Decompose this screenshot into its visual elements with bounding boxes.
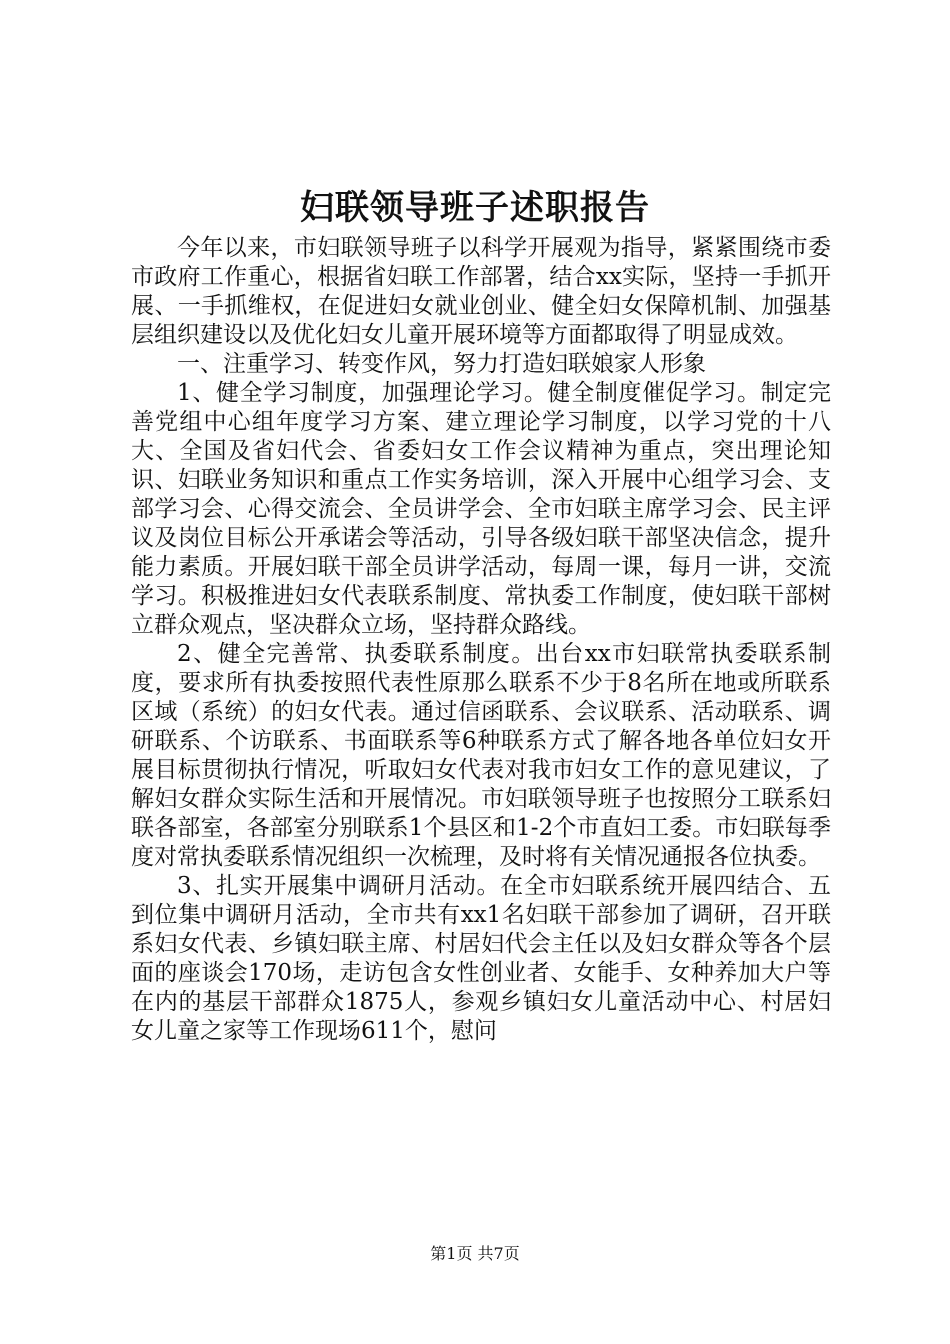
paragraph-study-system: 1、健全学习制度，加强理论学习。健全制度催促学习。制定完善党组中心组年度学习方案、建立理论学习制度，以学习党的十八大、全国及省妇代会、省委妇女工作会议精神为重点，突出理论知识、妇联业务知识和重点工作实务培训，深入开展中心组学习会、支部学习会、心得交流会、全员讲学会、全市妇联主席学习会、民主评议及岗位目标公开承诺会等活动，引导各级妇联干部坚决信念，提升能力素质。开展妇联干部全员讲学活动，每周一课，每月一讲，交流学习。积极推进妇女代表联系制度、常执委工作制度，使妇联干部树立群众观点，坚决群众立场，坚持群众路线。 bbox=[131, 380, 831, 638]
section-heading-1: 一、注重学习、转变作风，努力打造妇联娘家人形象 bbox=[177, 351, 706, 377]
document-body bbox=[131, 234, 831, 1046]
paragraph-liaison-system: 2、健全完善常、执委联系制度。出台xx市妇联常执委联系制度，要求所有执委按照代表性原那么联系不少于8名所在地或所联系区域（系统）的妇女代表。通过信函联系、会议联系、活动联系、调研联系、个访联系、书面联系等6种联系方式了解各地各单位妇女开展目标贯彻执行情况，听取妇女代表对我市妇女工作的意见建议，了解妇女群众实际生活和开展情况。市妇联领导班子也按照分工联系妇联各部室，各部室分别联系1个县区和1-2个市直妇工委。市妇联每季度对常执委联系情况组织一次梳理，及时将有关情况通报各位执委。 bbox=[131, 641, 831, 870]
paragraph-research-month: 3、扎实开展集中调研月活动。在全市妇联系统开展四结合、五到位集中调研月活动，全市共有xx1名妇联干部参加了调研，召开联系妇女代表、乡镇妇联主席、村居妇代会主任以及妇女群众等各个层面的座谈会170场，走访包含女性创业者、女能手、女种养加大户等在内的基层干部群众1875人，参观乡镇妇女儿童活动中心、村居妇女儿童之家等工作现场611个，慰问 bbox=[131, 873, 831, 1044]
paragraph-intro: 今年以来，市妇联领导班子以科学开展观为指导，紧紧围绕市委市政府工作重心，根据省妇联工作部署，结合xx实际，坚持一手抓开展、一手抓维权，在促进妇女就业创业、健全妇女保障机制、加强基层组织建设以及优化妇女儿童开展环境等方面都取得了明显成效。 bbox=[131, 235, 831, 348]
page-number: 第1页 共7页 bbox=[430, 1244, 520, 1263]
document-title: 妇联领导班子述职报告 bbox=[300, 188, 650, 228]
